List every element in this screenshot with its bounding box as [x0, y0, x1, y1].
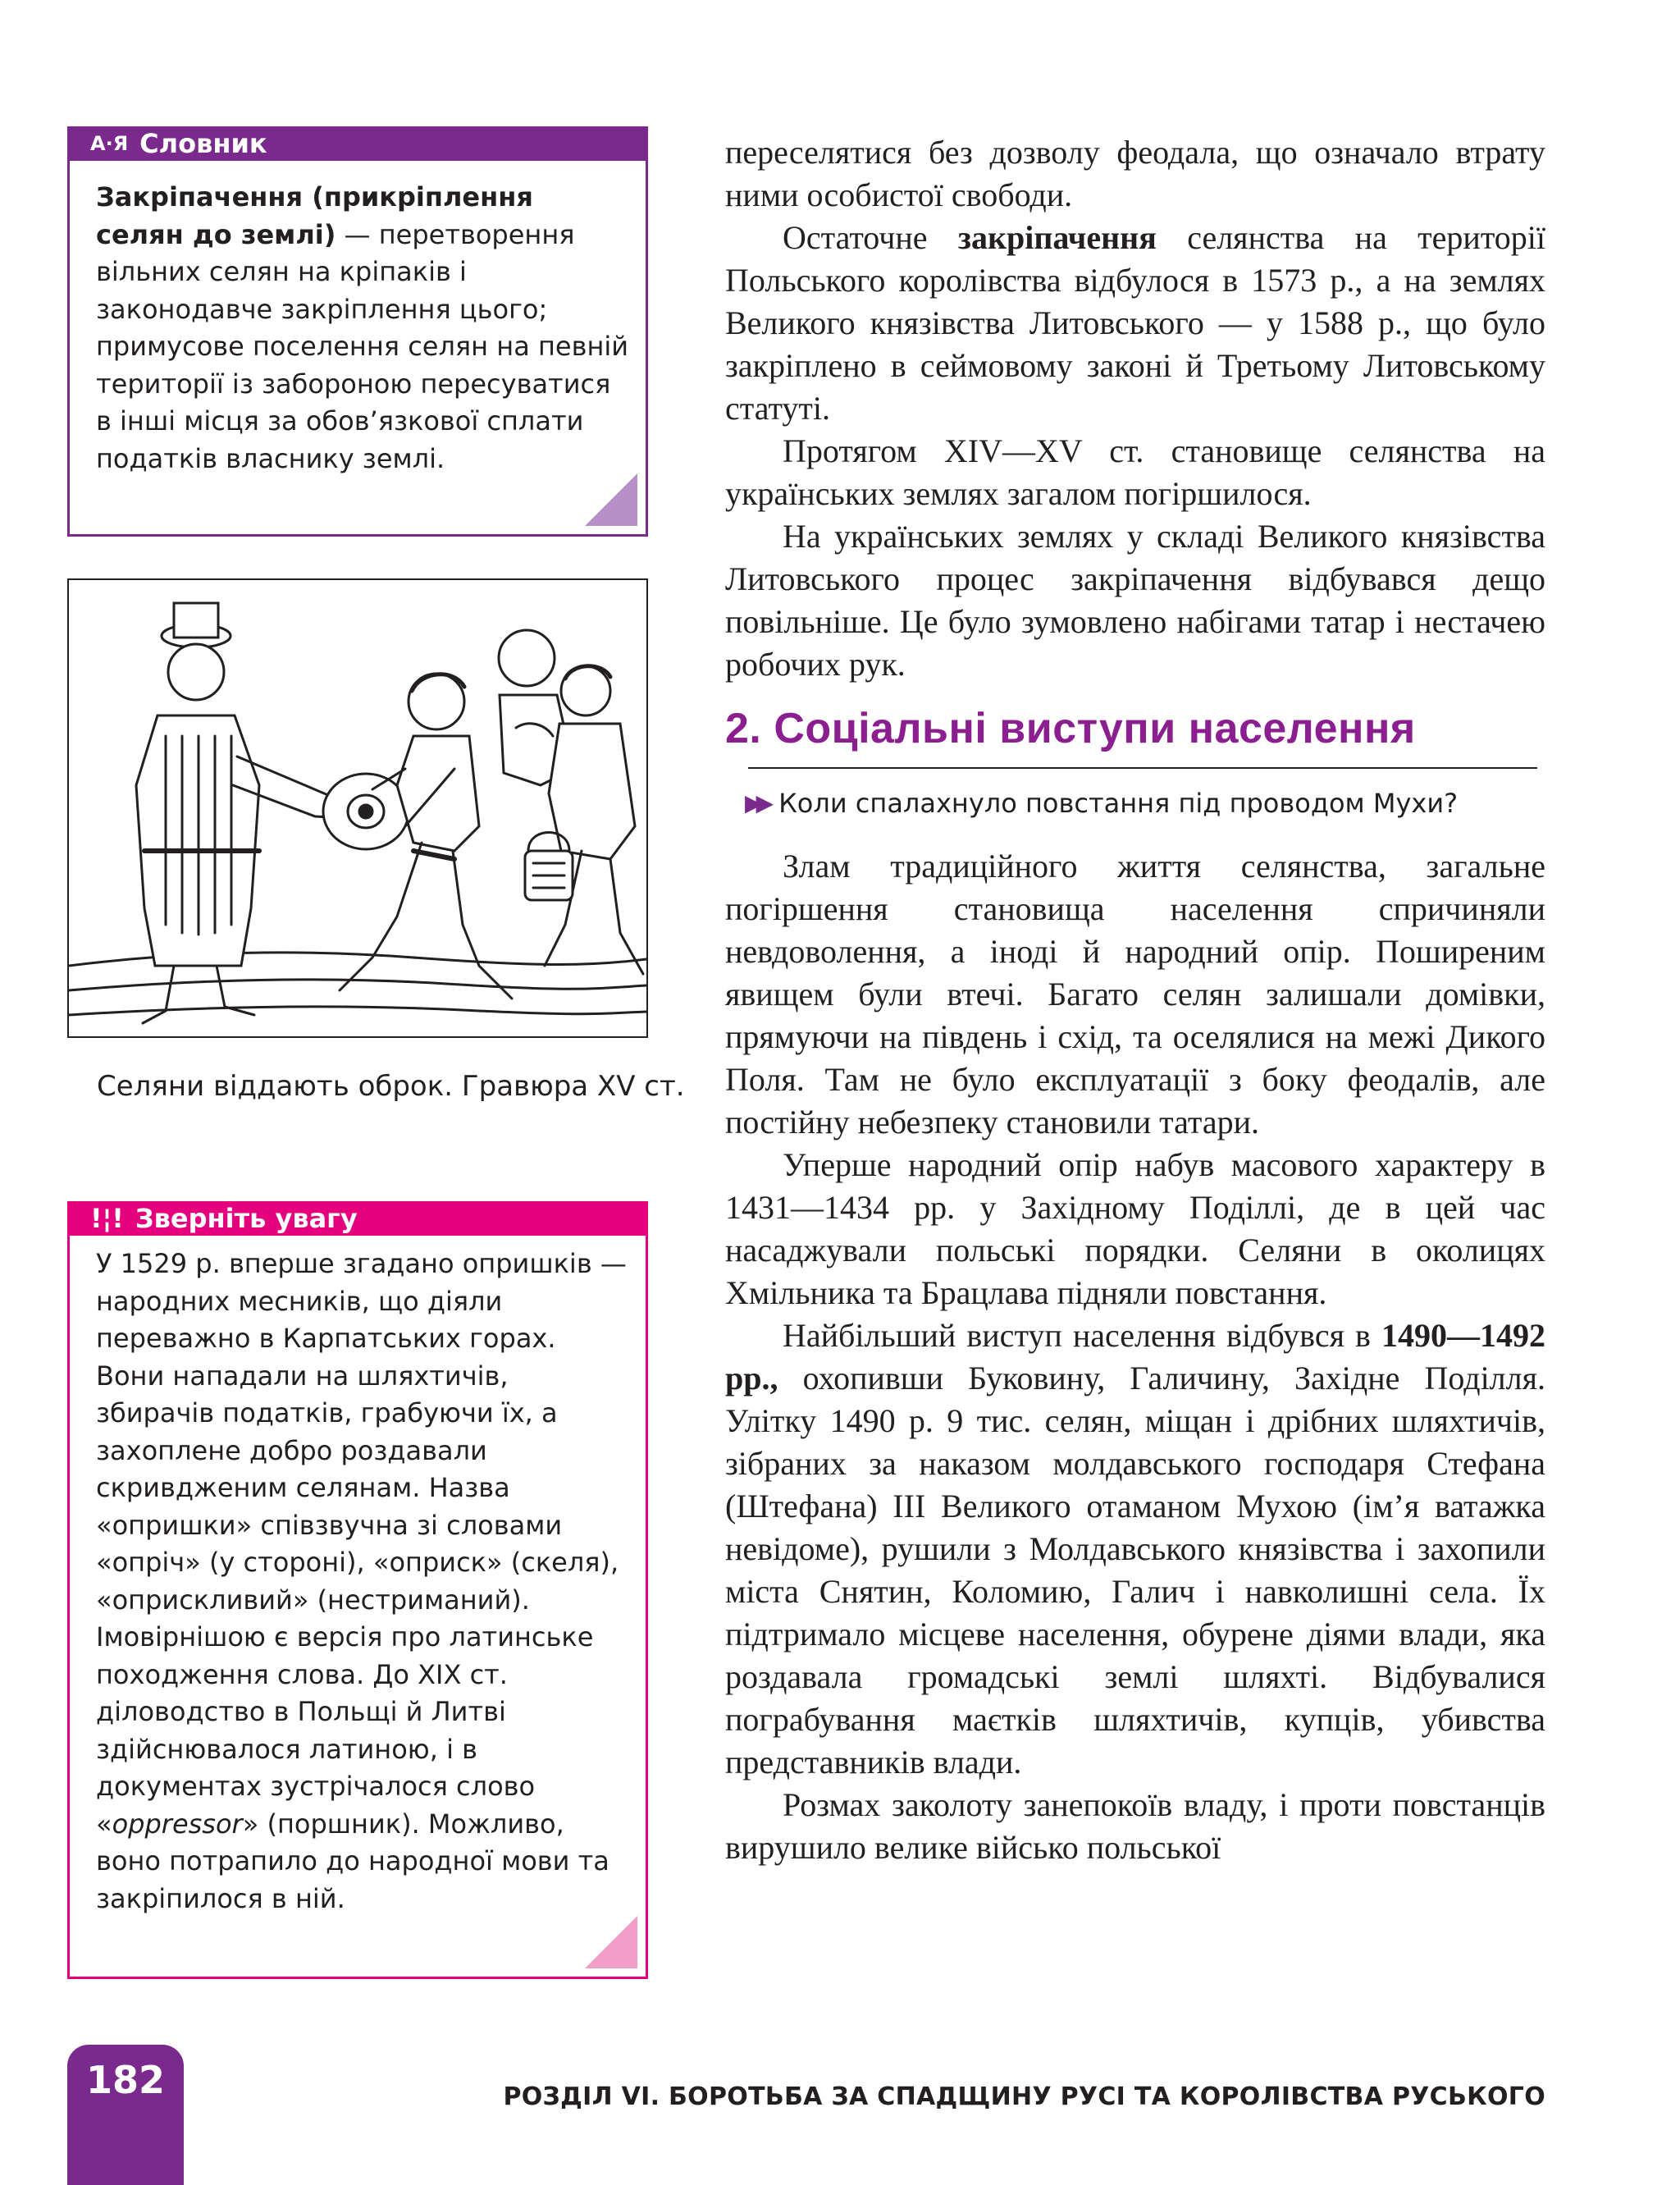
image-caption: Селяни віддають оброк. Гравюра XV ст.	[97, 1070, 685, 1103]
main-text-section	[725, 845, 1545, 1869]
page-number: 182	[85, 2058, 166, 2102]
glossary-title: Словник	[139, 128, 267, 159]
page-number-tab	[67, 2045, 184, 2185]
corner-decoration	[585, 473, 637, 526]
paragraph: переселятися без дозволу феодала, що означало втрату ними особистої свободи.	[725, 134, 1545, 213]
paragraph: Уперше народний опір набув масового характеру в 1431—1434 рр. у Західному Поділлі, де в цей час насаджували польські порядки. Селяни в околицях Хмільника та Брацлава підняли повстання.	[725, 1146, 1545, 1311]
section-question	[745, 785, 1458, 821]
paragraph: Найбільший виступ населення відбувся в 1490—1492 рр., охопивши Буковину, Галичину, Західне Поділля. Улітку 1490 р. 9 тис. селян, міщан і дрібних шляхтичів, зібраних за наказом молдавського господаря Стефана (Штефана) III Великого отаманом Мухою (ім’я ватажка невідоме), рушили з Молдавського князівства і захопили міста Снятин, Коломию, Галич і навколишні села. Їх підтримало місцеве населення, обурене діями влади, яка роздавала громадські землі шляхті. Відбувалися пограбування маєтків шляхтичів, купців, убивства представників влади.	[725, 1317, 1545, 1780]
engraving-drawing	[69, 580, 646, 1036]
latin-word: oppressor	[112, 1808, 243, 1840]
paragraph: Розмах заколоту занепокоїв владу, і проти повстанців вирушило велике військо польської	[725, 1786, 1545, 1866]
section-title: 2. Соціальні виступи населення	[725, 705, 1416, 752]
paragraph: Остаточне закріпачення селянства на території Польського королівства відбулося в 1573 р., а на землях Великого князівства Литовського — у 1588 р., що було закріплено в сеймовому законі й Третьому Литовському статуті.	[725, 219, 1545, 427]
double-arrow-icon: ▶▶	[745, 789, 768, 816]
paragraph: На українських землях у складі Великого князівства Литовського процес закріпачення відбувався дещо повільніше. Це було зумовлено набігами татар і нестачею робочих рук.	[725, 518, 1545, 683]
az-dictionary-icon: А·Я	[90, 132, 129, 155]
attention-text-end: » (поршник). Можливо, воно потрапило до народної мови та закріпилося в ній.	[96, 1808, 609, 1914]
main-text-top	[725, 131, 1545, 686]
attention-title: Зверніть увагу	[135, 1203, 358, 1234]
attention-box	[67, 1201, 648, 1979]
corner-decoration	[585, 1916, 637, 1968]
section-divider	[748, 767, 1537, 769]
paragraph: Злам традиційного життя селянства, загальне погіршення становища населення спричиняли невдоволення, а іноді й народний опір. Поширеним явищем були втечі. Багато селян залишали домівки, прямуючи на південь і схід, та оселялися на межі Дикого Поля. Там не було експлуатації з боку феодалів, але постійну небезпеку становили татари.	[725, 848, 1545, 1140]
attention-text: У 1529 р. вперше згадано опришків — народних месників, що діяли переважно в Карпатських горах. Вони нападали на шляхтичів, збирачів податків, грабуючи їх, а захоплене добро роздавали скривдженим селянам. Назва «опришки» співзвучна зі словами «опріч» (у стороні), «оприск» (скеля), «оприскливий» (нестриманий). Імовірнішою є версія про латинське походження слова. До XIX ст. діловодство в Польщі й Литві здійснювалося латиною, і в документах зустрічалося слово «	[96, 1248, 627, 1840]
glossary-box	[67, 126, 648, 537]
attention-header	[67, 1201, 648, 1236]
glossary-body	[67, 161, 648, 537]
question-text: Коли спалахнуло повстання під проводом Мухи?	[778, 788, 1459, 819]
glossary-header	[67, 126, 648, 161]
paragraph: Протягом XIV—XV ст. становище селянства на українських землях загалом погіршилося.	[725, 432, 1545, 512]
chapter-title: РОЗДІЛ VI. БОРОТЬБА ЗА СПАДЩИНУ РУСІ ТА КОРОЛІВСТВА РУСЬКОГО	[503, 2082, 1545, 2111]
attention-body	[67, 1236, 648, 1979]
exclamation-icon: !¦!	[90, 1203, 124, 1234]
engraving-image	[67, 578, 648, 1038]
glossary-definition: — перетворення вільних селян на кріпаків і законодавче закріплення цього; примусове поселення селян на певній території із забороною пересуватися в інші місця за обов’язкової сплати податків власнику землі.	[96, 218, 629, 474]
glossary-term: Закріпачення (прикріплення селян до землі)	[96, 181, 533, 250]
